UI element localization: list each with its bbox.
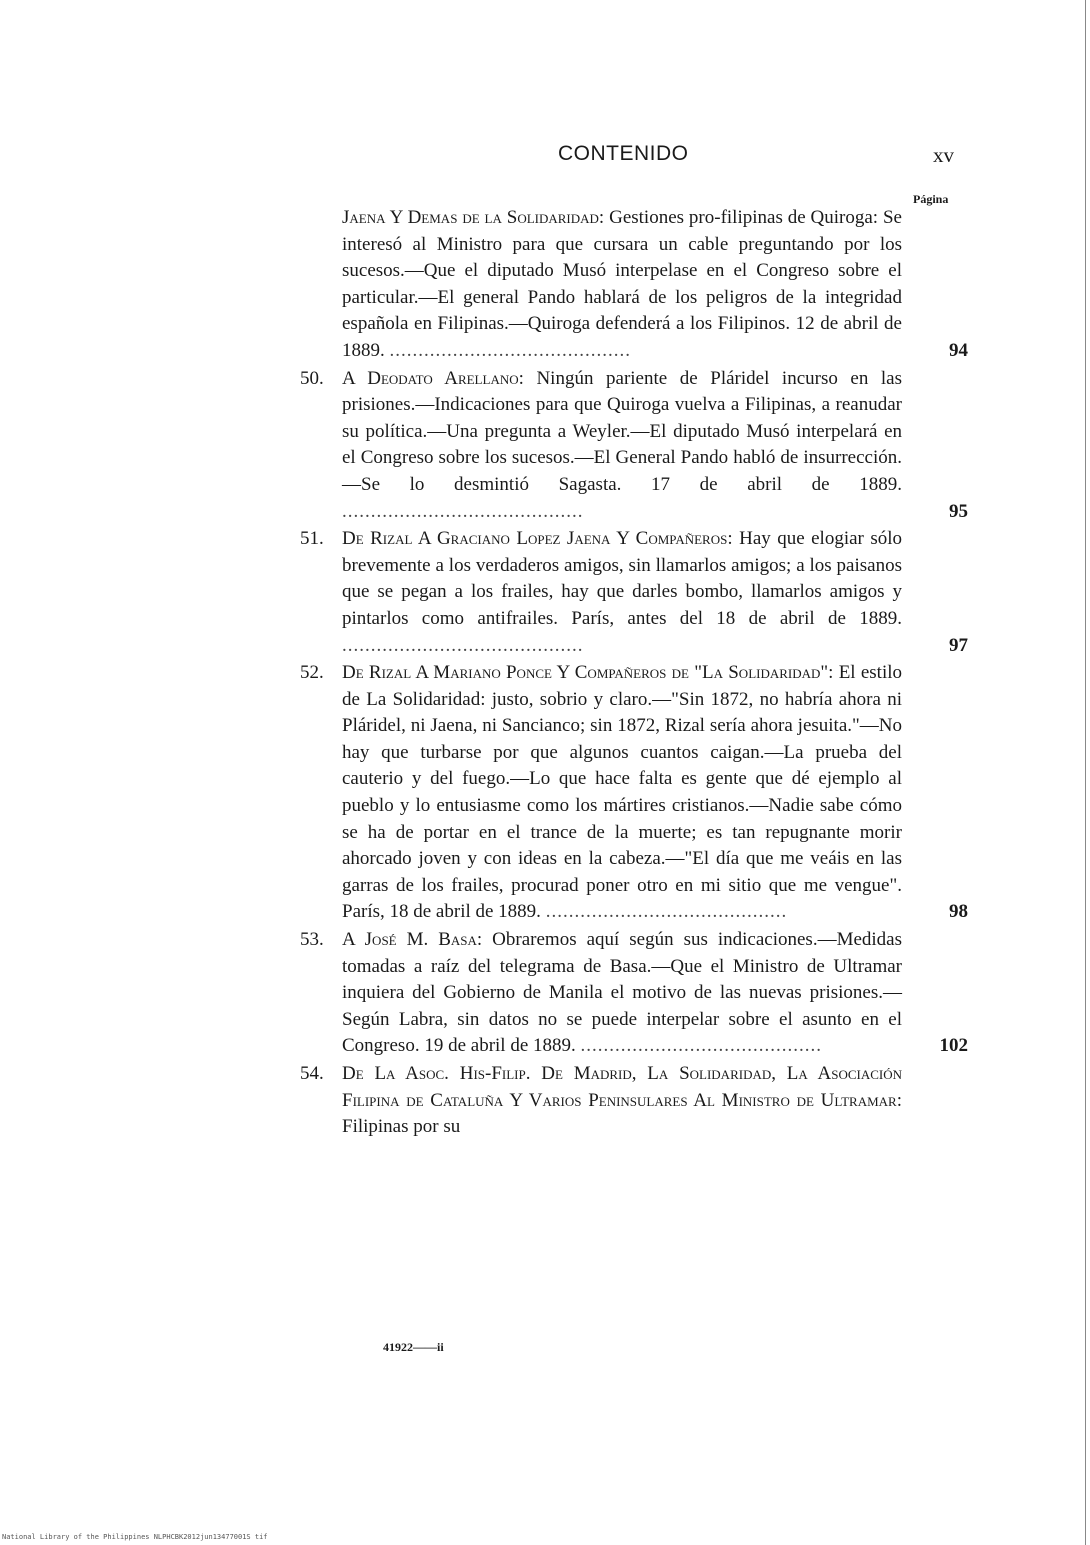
printer-signature-mark: 41922——ii <box>383 1340 444 1354</box>
entry-number: 50. <box>300 367 324 389</box>
entry-number: 51. <box>300 528 324 550</box>
toc-entry-51 <box>300 526 968 659</box>
page-edge-rule <box>1085 0 1086 1545</box>
page-title: CONTENIDO <box>558 142 689 165</box>
entry-summary: Filipinas por su <box>342 1116 461 1138</box>
entry-number: 53. <box>300 929 324 951</box>
entry-addressee: De La Asoc. His-Filip. De Madrid, La Solidaridad, La Asociación Filipina de Cataluña Y Varios Peninsulares Al Ministro de Ultramar: <box>342 1063 902 1111</box>
page-column-label: Página <box>913 192 949 206</box>
dot-leader: .......................................... <box>545 901 788 923</box>
entry-addressee: A Deodato Arellano: <box>342 367 524 389</box>
entry-page: 98 <box>949 901 968 923</box>
page-number: xv <box>933 143 954 167</box>
toc-entry-53 <box>300 927 968 1060</box>
entry-addressee: Jaena Y Demas de la Solidaridad: <box>342 207 605 228</box>
entry-summary: El estilo de La Solidaridad: justo, sobrio y claro.—"Sin 1872, no habría ahora ni Pláridel, ni Jaena, ni Sancianco; sin 1872, Rizal sería ahora jesuita."—No hay que turbarse por que algunos cuantos caigan.—La prueba del cauterio y del fuego.—Lo que hace falta es gente que dé ejemplo al pueblo y lo entusiasme como los mártires cristianos.—Nadie sabe cómo se ha de portar en el trance de la muerte; es tan repugnante morir ahorcado joven y con ideas en la cabeza.—"El día que me veáis en las garras de los frailes, procurad poner otro en mi sitio que me vengue". París, 18 de abril de 1889. <box>342 662 902 923</box>
entry-page: 94 <box>949 339 968 361</box>
toc-entry-52 <box>300 660 968 926</box>
dot-leader: .......................................... <box>580 1035 823 1057</box>
toc-entry-54 <box>300 1061 968 1141</box>
entry-number: 54. <box>300 1063 324 1084</box>
table-of-contents <box>300 205 968 1142</box>
dot-leader: .......................................... <box>389 339 631 361</box>
dot-leader: .......................................... <box>342 634 584 656</box>
entry-page: 97 <box>949 634 968 656</box>
entry-page: 102 <box>939 1035 968 1057</box>
toc-entry-49-continued <box>300 205 968 365</box>
running-head <box>0 142 1090 172</box>
entry-addressee: A José M. Basa: <box>342 929 483 951</box>
entry-summary: Hay que elogiar sólo brevemente a los verdaderos amigos, sin llamarlos amigos; a los paisanos que se pegan a los frailes, hay que darles bombo, llamarlos amigos y pintarlos como antifrailes. París, antes del 18 de abril de 1889. <box>342 528 902 629</box>
scan-footer: National Library of the Philippines NLPHCBK2012jun13477001S tif <box>2 1533 268 1541</box>
entry-summary: Obraremos aquí según sus indicaciones.—Medidas tomadas a raíz del telegrama de Basa.—Que el Ministro de Ultramar inquiera del Gobierno de Manila el motivo de las nuevas prisiones.—Según Labra, sin datos no se puede interpelar sobre el asunto en el Congreso. 19 de abril de 1889. <box>342 929 902 1057</box>
toc-entry-50 <box>300 366 968 526</box>
entry-addressee: De Rizal A Graciano Lopez Jaena Y Compañeros: <box>342 528 733 550</box>
entry-number: 52. <box>300 662 324 684</box>
entry-summary: Gestiones pro-filipinas de Quiroga: Se interesó al Ministro para que cursara un cable preguntando por los sucesos.—Que el diputado Musó interpelase en el Congreso sobre el particular.—El general Pando hablará de los peligros de la integridad española en Filipinas.—Quiroga defenderá a los Filipinos. 12 de abril de 1889. <box>342 207 902 361</box>
entry-addressee: De Rizal A Mariano Ponce Y Compañeros de "La Solidaridad": <box>342 662 834 684</box>
entry-page: 95 <box>949 500 968 522</box>
entry-summary: Ningún pariente de Pláridel incurso en las prisiones.—Indicaciones para que Quiroga vuelva a Filipinas, a reanudar su política.—Una pregunta a Weyler.—El diputado Musó interpelará en el Congreso sobre los sucesos.—El General Pando habló de insurrección.—Se lo desmintió Sagasta. 17 de abril de 1889. <box>342 367 903 495</box>
dot-leader: .......................................... <box>342 500 584 522</box>
